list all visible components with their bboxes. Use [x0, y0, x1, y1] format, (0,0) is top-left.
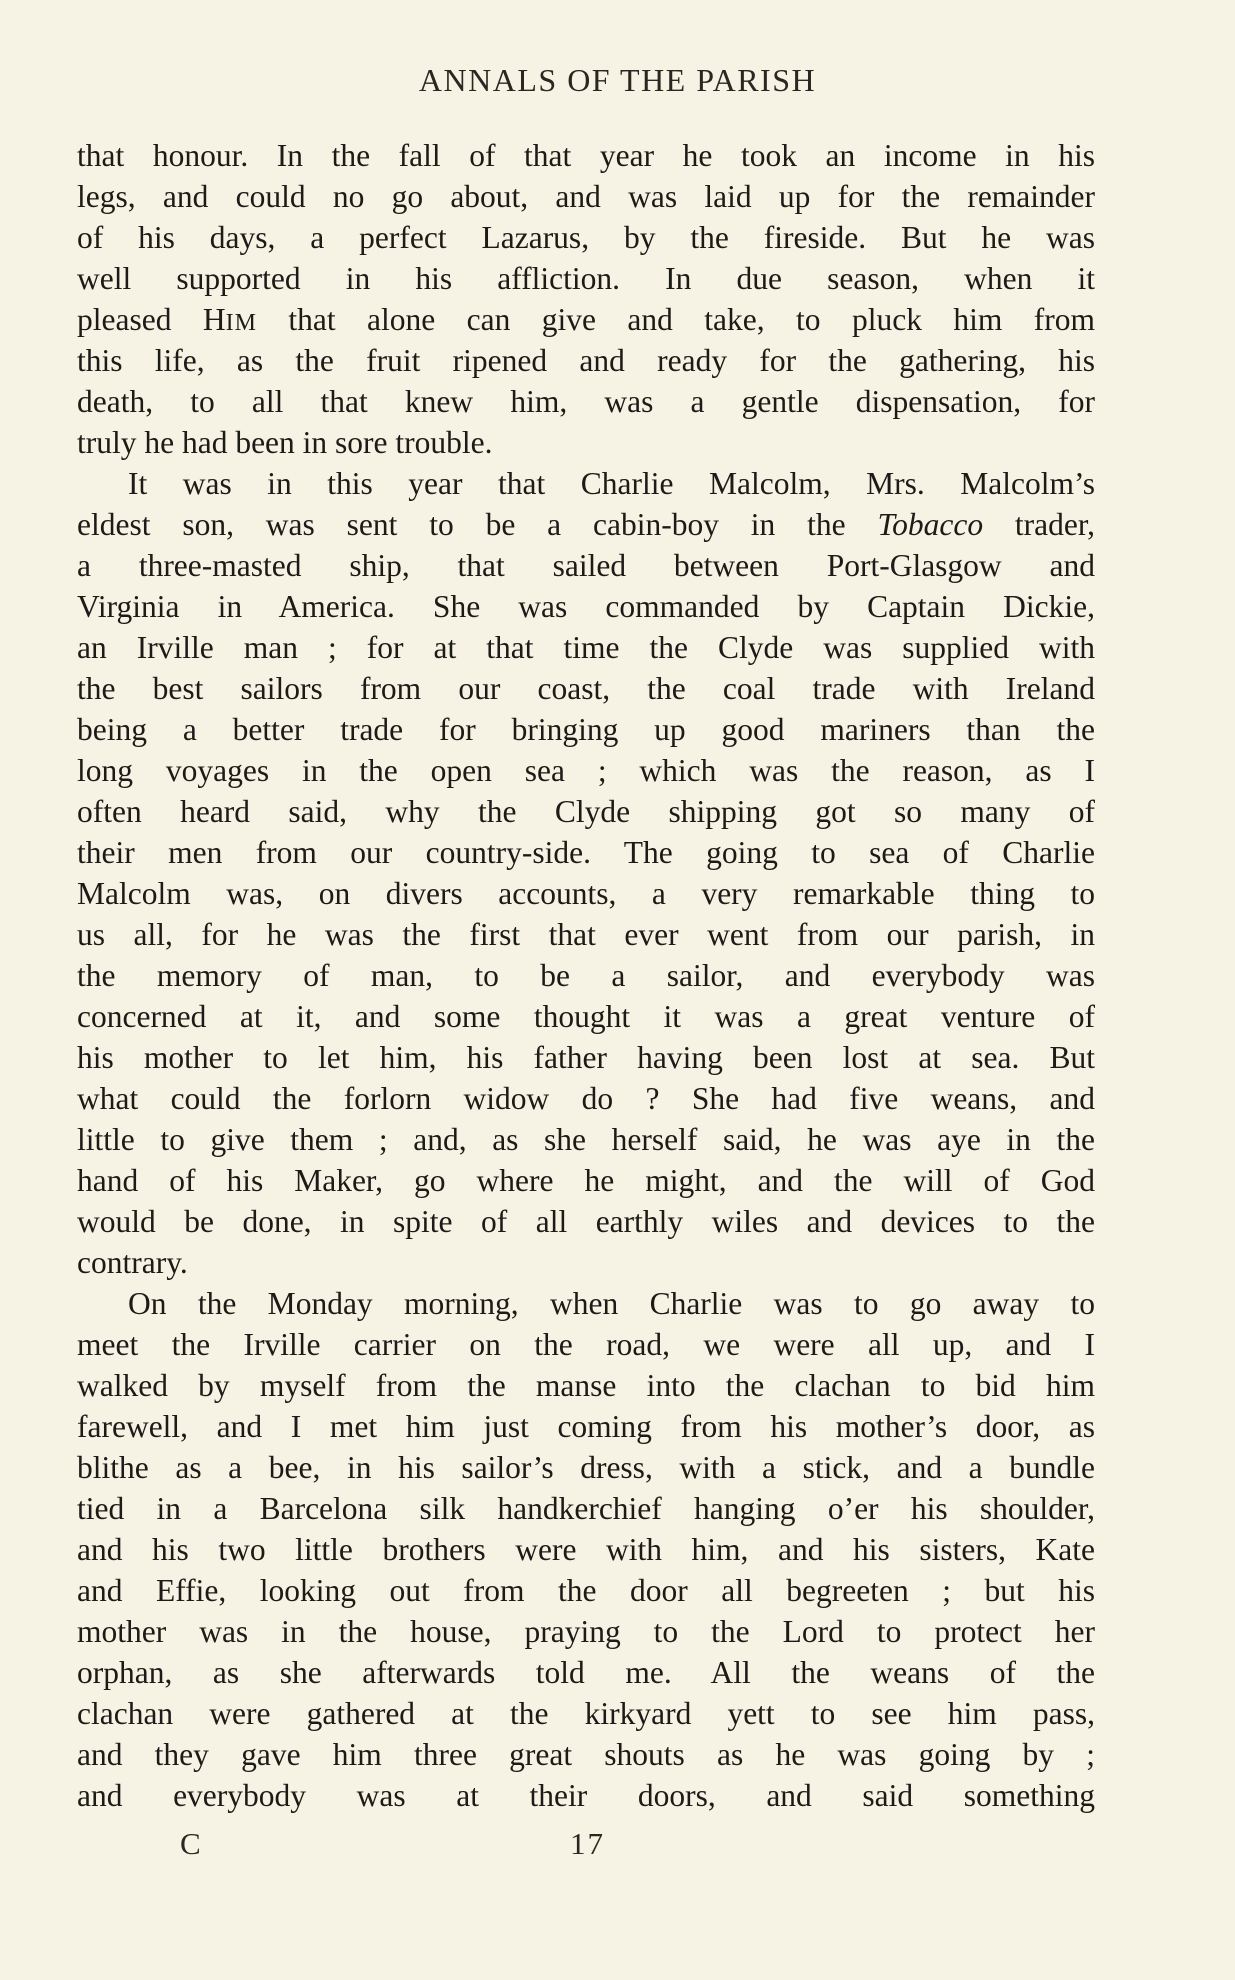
text-line: concerned at it, and some thought it was a great venture of: [77, 999, 1095, 1034]
him-smallcaps: IM: [225, 310, 257, 336]
text-segment: pleased: [77, 302, 203, 337]
text-line: would be done, in spite of all earthly wiles and devices to the: [77, 1204, 1095, 1239]
text-segment: eldest son, was sent to be a cabin-boy in the: [77, 507, 878, 542]
text-line: and Effie, looking out from the door all begreeten ; but his: [77, 1573, 1095, 1608]
text-line: and his two little brothers were with him, and his sisters, Kate: [77, 1532, 1095, 1567]
text-line: little to give them ; and, as she herself said, he was aye in the: [77, 1122, 1095, 1157]
page-number: 17: [570, 1826, 605, 1861]
text-line: a three-masted ship, that sailed between Port-Glasgow and: [77, 548, 1095, 583]
text-line: and everybody was at their doors, and said something: [77, 1778, 1095, 1813]
text-line: farewell, and I met him just coming from his mother’s door, as: [77, 1409, 1095, 1444]
text-line: On the Monday morning, when Charlie was to go away to: [128, 1286, 1095, 1321]
text-line: the best sailors from our coast, the coal trade with Ireland: [77, 671, 1095, 706]
text-line: [77, 299, 1095, 340]
signature-mark: C: [180, 1826, 201, 1861]
text-line: hand of his Maker, go where he might, and the will of God: [77, 1163, 1095, 1198]
text-line: his mother to let him, his father having been lost at sea. But: [77, 1040, 1095, 1075]
text-line: Malcolm was, on divers accounts, a very remarkable thing to: [77, 876, 1095, 911]
body-text: [77, 135, 1095, 1816]
text-line: often heard said, why the Clyde shipping got so many of: [77, 794, 1095, 829]
text-line: blithe as a bee, in his sailor’s dress, with a stick, and a bundle: [77, 1450, 1095, 1485]
text-line: that honour. In the fall of that year he took an income in his: [77, 138, 1095, 173]
text-line: being a better trade for bringing up good mariners than the: [77, 712, 1095, 747]
text-line: legs, and could no go about, and was laid up for the remainder: [77, 179, 1095, 214]
text-line: walked by myself from the manse into the clachan to bid him: [77, 1368, 1095, 1403]
page-footer: [0, 1826, 1235, 1866]
text-line: us all, for he was the first that ever went from our parish, in: [77, 917, 1095, 952]
text-line: truly he had been in sore trouble.: [77, 425, 493, 460]
text-line: clachan were gathered at the kirkyard yett to see him pass,: [77, 1696, 1095, 1731]
him-initial: H: [202, 302, 226, 337]
text-line: and they gave him three great shouts as he was going by ;: [77, 1737, 1095, 1772]
text-line: this life, as the fruit ripened and ready for the gathering, his: [77, 343, 1095, 378]
text-line: of his days, a perfect Lazarus, by the fireside. But he was: [77, 220, 1095, 255]
text-line: meet the Irville carrier on the road, we were all up, and I: [77, 1327, 1095, 1362]
text-segment: that alone can give and take, to pluck him from: [256, 302, 1095, 337]
ship-name: Tobacco: [877, 507, 984, 542]
text-line: contrary.: [77, 1245, 188, 1280]
text-line: their men from our country-side. The going to sea of Charlie: [77, 835, 1095, 870]
text-line: long voyages in the open sea ; which was the reason, as I: [77, 753, 1095, 788]
text-line: well supported in his affliction. In due season, when it: [77, 261, 1095, 296]
text-line: [77, 504, 1095, 545]
text-segment: trader,: [983, 507, 1095, 542]
text-line: what could the forlorn widow do ? She had five weans, and: [77, 1081, 1095, 1116]
text-line: the memory of man, to be a sailor, and everybody was: [77, 958, 1095, 993]
running-title: ANNALS OF THE PARISH: [418, 62, 817, 98]
text-line: death, to all that knew him, was a gentle dispensation, for: [77, 384, 1095, 419]
text-line: mother was in the house, praying to the Lord to protect her: [77, 1614, 1095, 1649]
text-line: an Irville man ; for at that time the Clyde was supplied with: [77, 630, 1095, 665]
text-line: Virginia in America. She was commanded by Captain Dickie,: [77, 589, 1095, 624]
text-line: orphan, as she afterwards told me. All the weans of the: [77, 1655, 1095, 1690]
text-line: tied in a Barcelona silk handkerchief hanging o’er his shoulder,: [77, 1491, 1095, 1526]
text-line: It was in this year that Charlie Malcolm, Mrs. Malcolm’s: [128, 466, 1095, 501]
